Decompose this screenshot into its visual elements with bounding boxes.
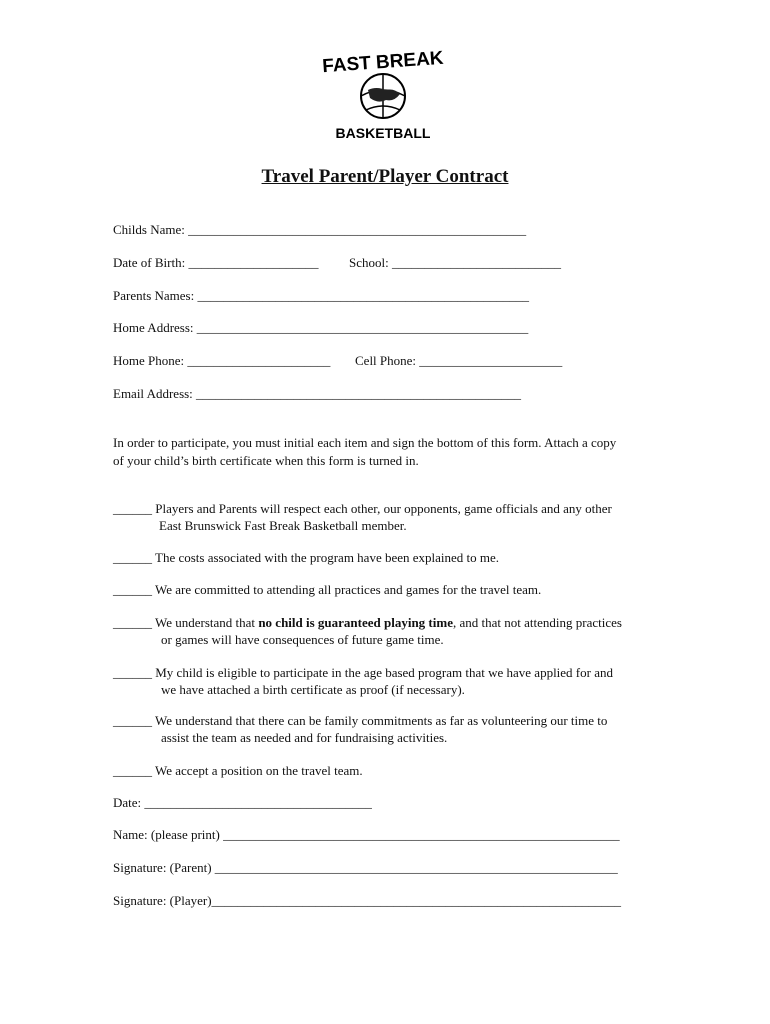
item-text: ______ My child is eligible to participate in the age based program that we have applied for and bbox=[113, 665, 613, 680]
item-text: ______ Players and Parents will respect each other, our opponents, game officials and any other bbox=[113, 501, 612, 516]
item-text: we have attached a birth certificate as proof (if necessary). bbox=[161, 682, 465, 697]
item-text: ______ We understand that bbox=[113, 615, 259, 630]
parent-signature-field[interactable]: Signature: (Parent) ______________________________________________________________ bbox=[113, 860, 618, 875]
parents-names-field[interactable]: Parents Names: ___________________________________________________ bbox=[113, 288, 529, 303]
item-text-bold: no child is guaranteed playing time bbox=[258, 615, 453, 630]
item-text: ______ We understand that there can be family commitments as far as volunteering our time to bbox=[113, 713, 608, 728]
name-print-field[interactable]: Name: (please print) _____________________________________________________________ bbox=[113, 827, 620, 842]
initial-item-respect[interactable] bbox=[113, 500, 673, 534]
item-text: , and that not attending practices bbox=[452, 615, 622, 630]
item-text: ______ The costs associated with the program have been explained to me. bbox=[113, 550, 500, 565]
email-address-field[interactable]: Email Address: __________________________________________________ bbox=[113, 386, 522, 401]
school-field[interactable]: School: __________________________ bbox=[349, 255, 561, 270]
item-text: ______ We accept a position on the travel team. bbox=[113, 763, 363, 778]
initial-item-playing-time[interactable] bbox=[113, 614, 673, 648]
date-field[interactable]: Date: ___________________________________ bbox=[113, 795, 372, 810]
player-signature-field[interactable]: Signature: (Player)_______________________________________________________________ bbox=[113, 893, 622, 908]
instructions-line: In order to participate, you must initial each item and sign the bottom of this form. Attach a copy bbox=[113, 435, 617, 450]
cell-phone-field[interactable]: Cell Phone: ______________________ bbox=[355, 353, 563, 368]
initial-item-eligibility[interactable] bbox=[113, 664, 673, 698]
instructions-paragraph bbox=[113, 434, 673, 470]
instructions-line: of your child’s birth certificate when this form is turned in. bbox=[113, 453, 419, 468]
fast-break-basketball-logo bbox=[321, 44, 445, 144]
childs-name-field[interactable]: Childs Name: ____________________________________________________ bbox=[113, 222, 527, 237]
initial-item-costs[interactable] bbox=[113, 549, 673, 566]
initial-item-accept-position[interactable] bbox=[113, 762, 673, 779]
page-title: Travel Parent/Player Contract bbox=[261, 166, 509, 187]
item-text: or games will have consequences of future game time. bbox=[161, 632, 444, 647]
initial-item-attendance[interactable] bbox=[113, 581, 673, 598]
date-of-birth-field[interactable]: Date of Birth: ____________________ bbox=[113, 255, 319, 270]
item-text: East Brunswick Fast Break Basketball member. bbox=[159, 518, 407, 533]
home-phone-field[interactable]: Home Phone: ______________________ bbox=[113, 353, 331, 368]
svg-text:FAST BREAK: FAST BREAK bbox=[321, 47, 445, 78]
home-address-field[interactable]: Home Address: ___________________________________________________ bbox=[113, 320, 529, 335]
initial-item-volunteering[interactable] bbox=[113, 712, 673, 746]
item-text: ______ We are committed to attending all practices and games for the travel team. bbox=[113, 582, 542, 597]
item-text: assist the team as needed and for fundraising activities. bbox=[161, 730, 448, 745]
svg-text:BASKETBALL: BASKETBALL bbox=[335, 125, 431, 141]
